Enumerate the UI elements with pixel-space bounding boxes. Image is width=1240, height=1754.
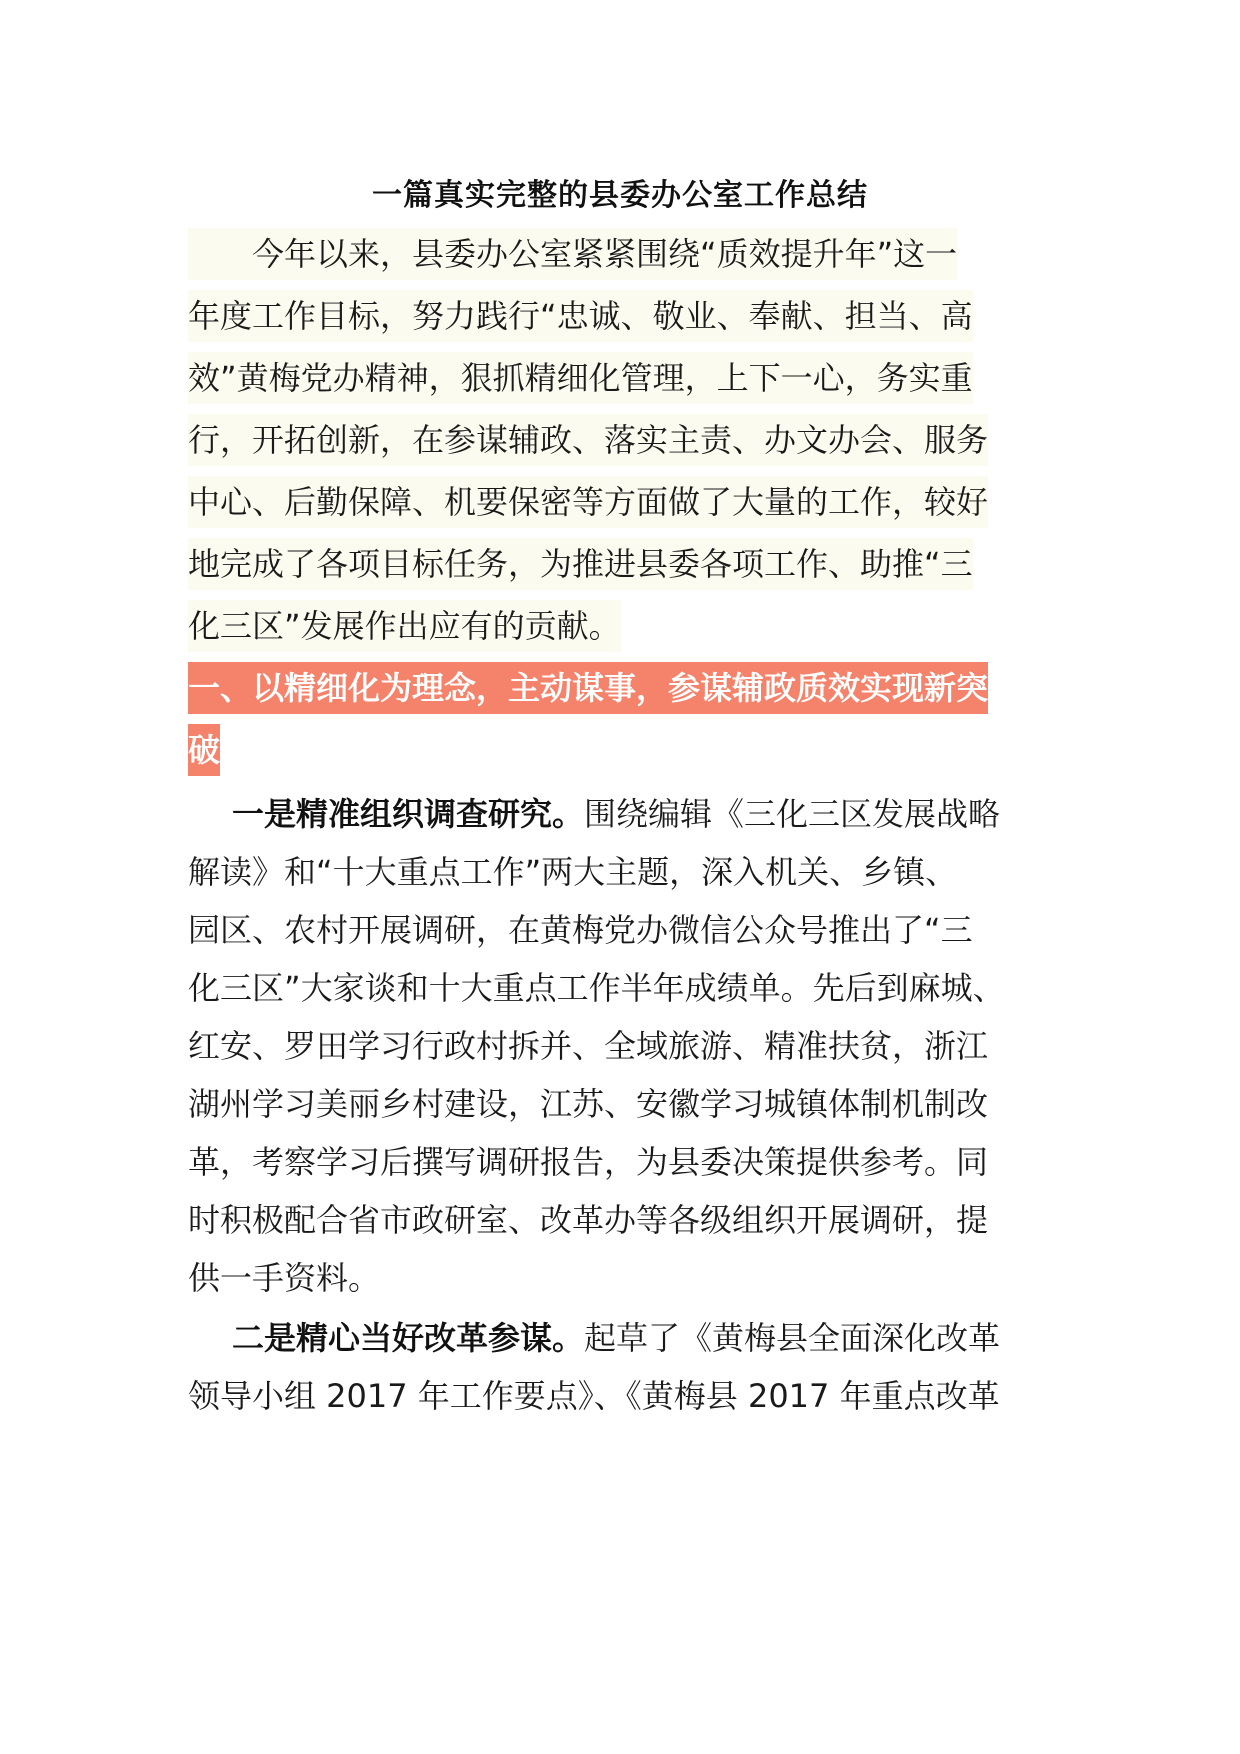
- intro-text: 年度工作目标，努力践行“忠诚、敬业、奉献、担当、高: [188, 290, 973, 342]
- intro-text: 今年以来，县委办公室紧紧围绕“质效提升年”这一: [188, 228, 957, 280]
- item1-first-line-rest: 围绕编辑《三化三区发展战略: [584, 795, 1001, 833]
- item2-first-line: [188, 1307, 1000, 1369]
- item1-line: [188, 1247, 380, 1309]
- section-heading-line: [188, 719, 220, 781]
- item1-text: 时积极配合省市政研室、改革办等各级组织开展调研，提: [188, 1201, 989, 1239]
- item2-first-line-rest: 起草了《黄梅县全面深化改革: [584, 1319, 1001, 1357]
- intro-line: [188, 471, 988, 533]
- item1-text: 红安、罗田学习行政村拆并、全域旅游、精准扶贫，浙江: [188, 1027, 989, 1065]
- section-heading-line: [188, 657, 988, 719]
- item1-text: 解读》和“十大重点工作”两大主题，深入机关、乡镇、: [188, 853, 958, 891]
- document-title: 一篇真实完整的县委办公室工作总结: [372, 178, 868, 213]
- item1-first-line: [188, 783, 1000, 845]
- item1-text: 化三区”大家谈和十大重点工作半年成绩单。先后到麻城、: [188, 969, 1005, 1007]
- intro-line: [188, 533, 973, 595]
- intro-text: 中心、后勤保障、机要保密等方面做了大量的工作，较好: [188, 476, 988, 528]
- item1-line: [188, 1131, 988, 1193]
- section-heading-text: 破: [188, 724, 220, 776]
- intro-line: [188, 223, 957, 285]
- item1-text: 湖州学习美丽乡村建设，江苏、安徽学习城镇体制机制改: [188, 1085, 989, 1123]
- intro-text: 化三区”发展作出应有的贡献。: [188, 600, 621, 652]
- item1-lead: 一是精准组织调查研究。: [232, 795, 585, 833]
- intro-line: [188, 347, 973, 409]
- item1-line: [188, 899, 973, 961]
- item1-text: 革，考察学习后撰写调研报告，为县委决策提供参考。同: [188, 1143, 989, 1181]
- item2-text: 领导小组 2017 年工作要点》、《黄梅县 2017 年重点改革: [188, 1377, 1000, 1415]
- item1-line: [188, 1189, 988, 1251]
- intro-line: [188, 285, 973, 347]
- item2-lead: 二是精心当好改革参谋。: [232, 1319, 585, 1357]
- item1-text: 供一手资料。: [188, 1259, 381, 1297]
- item2-line: [188, 1365, 1000, 1427]
- item1-line: [188, 1073, 988, 1135]
- item1-line: [188, 1015, 988, 1077]
- intro-line: [188, 595, 621, 657]
- intro-text: 地完成了各项目标任务，为推进县委各项工作、助推“三: [188, 538, 973, 590]
- intro-text: 效”黄梅党办精神，狠抓精细化管理，上下一心，务实重: [188, 352, 973, 404]
- item1-line: [188, 841, 957, 903]
- intro-text: 行，开拓创新，在参谋辅政、落实主责、办文办会、服务: [188, 414, 988, 466]
- item1-line: [188, 957, 1005, 1019]
- intro-line: [188, 409, 988, 471]
- section-heading-text: 一、以精细化为理念，主动谋事，参谋辅政质效实现新突: [188, 662, 988, 714]
- item1-text: 园区、农村开展调研，在黄梅党办微信公众号推出了“三: [188, 911, 973, 949]
